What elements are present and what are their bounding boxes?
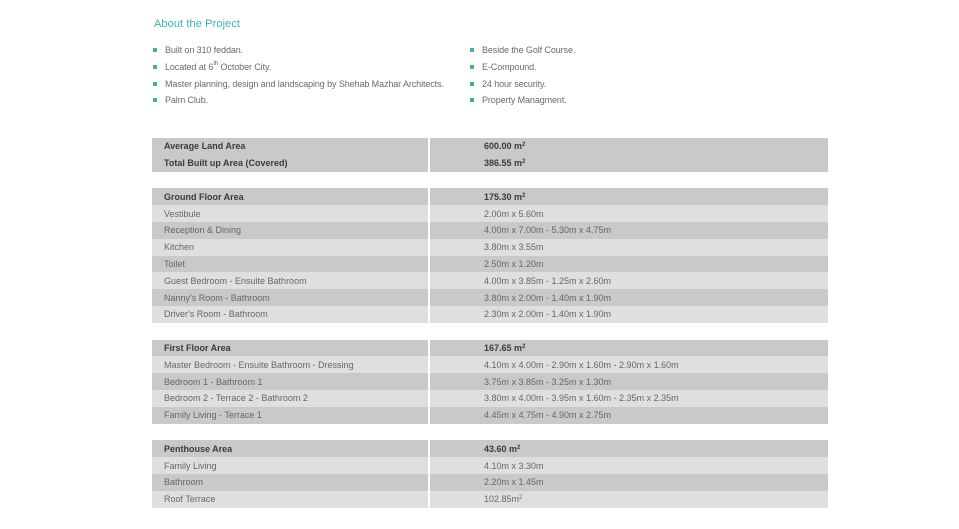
table-header-row [152, 440, 828, 457]
table-row [152, 306, 828, 323]
room-label: Penthouse Area [152, 440, 430, 457]
section-gap [152, 424, 828, 441]
room-dimensions [430, 474, 828, 491]
room-label: Vestibule [152, 205, 430, 222]
table-row [152, 222, 828, 239]
room-dimensions: 102.85m $^2$ [430, 491, 828, 508]
dimension-value: 175.30 m [484, 191, 523, 202]
features-list-right [470, 42, 575, 109]
room-label: Driver's Room - Bathroom [152, 306, 430, 323]
room-dimensions [430, 205, 828, 222]
room-dimensions [430, 256, 828, 273]
table-row [152, 474, 828, 491]
room-label: Nanny's Room - Bathroom [152, 289, 430, 306]
dimension-value: 4.45m x 4.75m - 4.90m x 2.75m [484, 410, 612, 421]
room-dimensions: 386.55 m $^2$ [430, 155, 828, 172]
feature-text: E-Compound. [482, 62, 537, 73]
feature-text: Master planning, design and landscaping by Shehab Mazhar Architects. [165, 78, 444, 89]
dimension-value: 3.80m x 3.55m [484, 242, 544, 253]
table-row [152, 390, 828, 407]
bullet-square-icon [470, 48, 474, 52]
table-row [152, 373, 828, 390]
room-label: Bedroom 2 - Terrace 2 - Bathroom 2 [152, 390, 430, 407]
feature-item [470, 59, 575, 76]
table-header-row [152, 138, 828, 155]
dimension-value: 600.00 m [484, 141, 523, 152]
area-table [152, 138, 828, 508]
table-header-row [152, 340, 828, 357]
dimension-value: 4.00m x 3.85m - 1.25m x 2.60m [484, 275, 612, 286]
room-label: Toilet [152, 256, 430, 273]
feature-text: Located at 6th October City. [165, 61, 272, 73]
room-label: Average Land Area [152, 138, 430, 155]
feature-item [153, 42, 444, 59]
bullet-square-icon [470, 98, 474, 102]
dimension-value: 102.85m [484, 494, 520, 505]
feature-item [470, 75, 575, 92]
bullet-square-icon [153, 48, 157, 52]
room-label: Bedroom 1 - Bathroom 1 [152, 373, 430, 390]
feature-text: Beside the Golf Course. [482, 45, 576, 56]
room-dimensions: 175.30 m $^2$ [430, 188, 828, 205]
room-dimensions: 600.00 m $^2$ [430, 138, 828, 155]
table-header-row [152, 155, 828, 172]
feature-item [470, 42, 575, 59]
room-dimensions [430, 289, 828, 306]
table-row [152, 407, 828, 424]
table-header-row [152, 188, 828, 205]
room-dimensions [430, 356, 828, 373]
dimension-value: 4.00m x 7.00m - 5.30m x 4.75m [484, 225, 612, 236]
table-row [152, 356, 828, 373]
room-dimensions [430, 272, 828, 289]
room-label: Kitchen [152, 239, 430, 256]
feature-text: 24 hour security. [482, 78, 547, 89]
section-gap [152, 323, 828, 340]
dimension-value: 2.00m x 5.60m [484, 208, 544, 219]
room-dimensions [430, 306, 828, 323]
dimension-value: 3.75m x 3.85m - 3.25m x 1.30m [484, 376, 612, 387]
room-dimensions [430, 407, 828, 424]
room-label: First Floor Area [152, 340, 430, 357]
dimension-value: 4.10m x 4.00m - 2.90m x 1.60m - 2.90m x 1.60m [484, 359, 679, 370]
feature-item [470, 92, 575, 109]
room-dimensions [430, 222, 828, 239]
room-dimensions [430, 457, 828, 474]
bullet-square-icon [470, 82, 474, 86]
table-row [152, 491, 828, 508]
room-label: Family Living - Terrace 1 [152, 407, 430, 424]
room-label: Ground Floor Area [152, 188, 430, 205]
dimension-value: 2.50m x 1.20m [484, 258, 544, 269]
feature-item [153, 75, 444, 92]
room-label: Bathroom [152, 474, 430, 491]
bullet-square-icon [153, 65, 157, 69]
dimension-value: 386.55 m [484, 158, 523, 169]
dimension-value: 43.60 m [484, 443, 518, 454]
room-label: Family Living [152, 457, 430, 474]
dimension-value: 167.65 m [484, 342, 523, 353]
table-row [152, 256, 828, 273]
feature-text: Built on 310 feddan. [165, 45, 244, 56]
feature-text: Property Managment. [482, 95, 567, 106]
room-dimensions: 43.60 m $^2$ [430, 440, 828, 457]
room-dimensions [430, 373, 828, 390]
room-dimensions [430, 390, 828, 407]
table-row [152, 239, 828, 256]
dimension-value: 3.80m x 2.00m - 1.40m x 1.90m [484, 292, 612, 303]
dimension-value: 4.10m x 3.30m [484, 460, 544, 471]
section-gap [152, 172, 828, 189]
feature-text: Palm Club. [165, 95, 209, 106]
dimension-value: 3.80m x 4.00m - 3.95m x 1.60m - 2.35m x 2.35m [484, 393, 679, 404]
feature-item [153, 92, 444, 109]
dimension-value: 2.20m x 1.45m [484, 477, 544, 488]
room-label: Master Bedroom - Ensuite Bathroom - Dressing [152, 356, 430, 373]
room-label: Total Built up Area (Covered) [152, 155, 430, 172]
room-label: Guest Bedroom - Ensuite Bathroom [152, 272, 430, 289]
features-list-left [153, 42, 444, 109]
dimension-value: 2.30m x 2.00m - 1.40m x 1.90m [484, 309, 612, 320]
table-row [152, 272, 828, 289]
table-row [152, 289, 828, 306]
feature-item [153, 59, 444, 76]
room-label: Reception & Dining [152, 222, 430, 239]
table-row [152, 457, 828, 474]
room-dimensions [430, 239, 828, 256]
room-dimensions: 167.65 m $^2$ [430, 340, 828, 357]
room-label: Roof Terrace [152, 491, 430, 508]
bullet-square-icon [470, 65, 474, 69]
table-row [152, 205, 828, 222]
bullet-square-icon [153, 82, 157, 86]
bullet-square-icon [153, 98, 157, 102]
section-title: About the Project [154, 18, 241, 30]
